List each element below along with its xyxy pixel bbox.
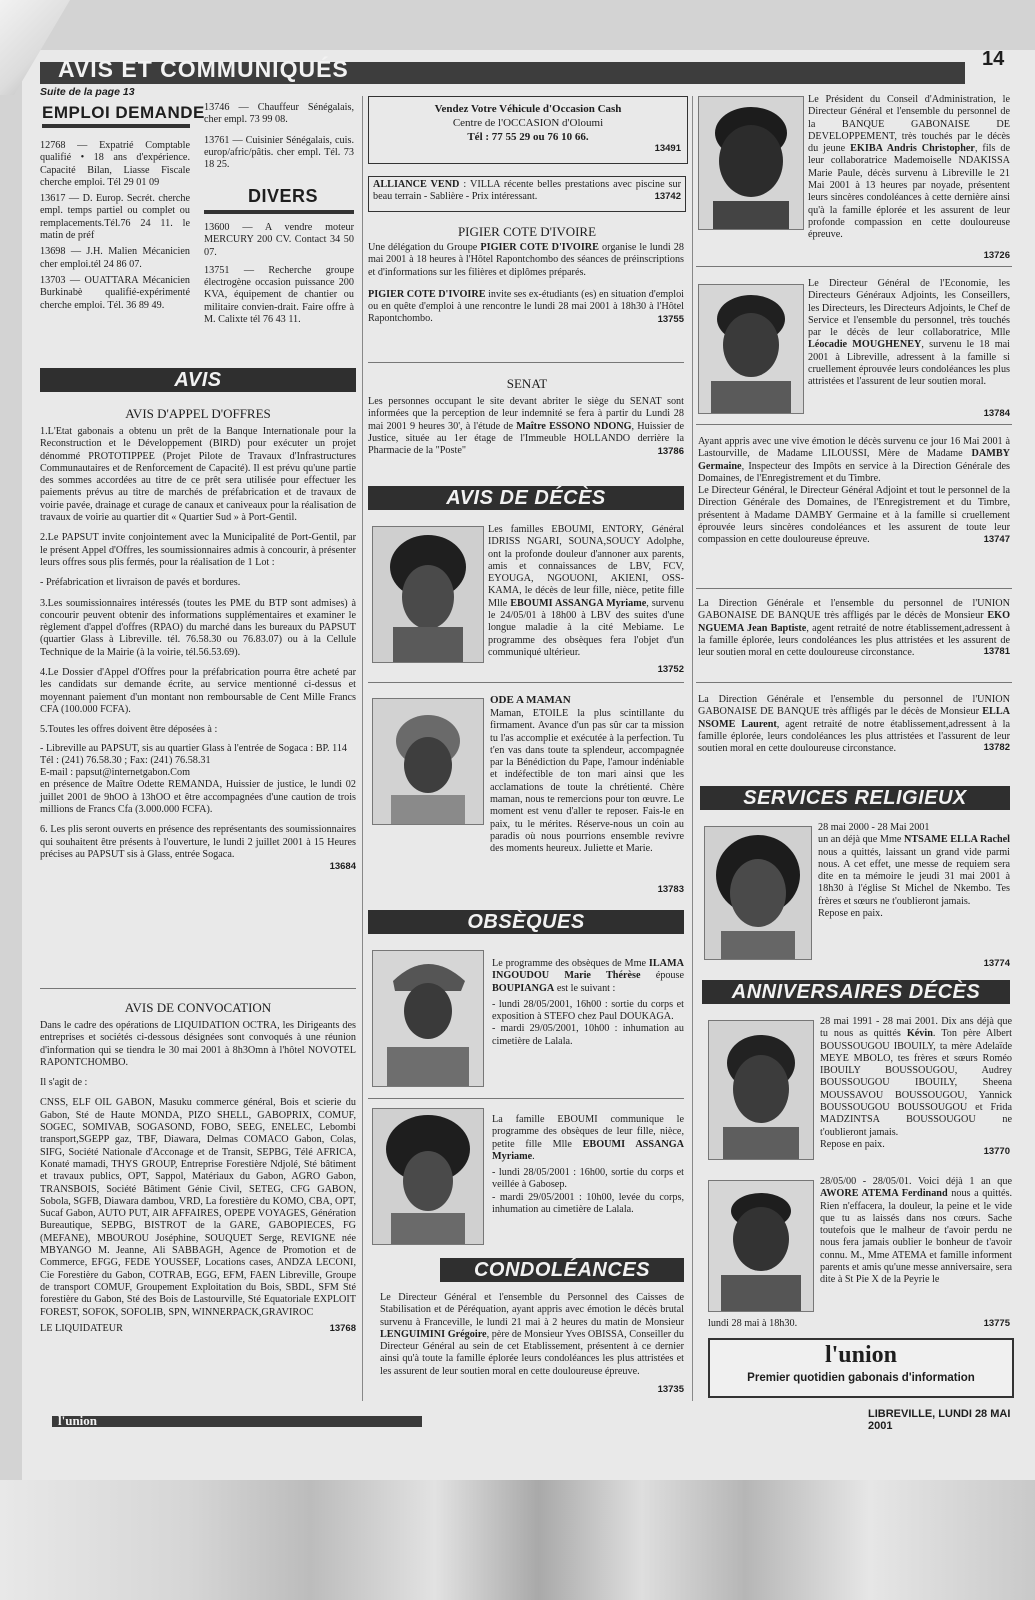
ad-reference: 13752 — [657, 664, 684, 675]
divider — [696, 266, 1012, 267]
appel-offres-title: AVIS D'APPEL D'OFFRES — [125, 406, 271, 421]
appel-offres-body — [40, 426, 356, 874]
anniversaires-band: ANNIVERSAIRES DÉCÈS — [702, 980, 1010, 1004]
text-run: , Inspecteur des Impôts en service à la Direction Générale des Domaines, de l'Enregistrement et du Timbre. — [698, 460, 1010, 484]
divider — [368, 682, 684, 683]
union-logo: l'union — [824, 1342, 898, 1368]
paragraph: Dans le cadre des opérations de LIQUIDATION OCTRA, les Dirigeants des entreprises et sociétés ci-dessous désignées sont convoqués à une réunion d'information qui se tiendra le 30 mai 2001 à 8h3Omn à l'hôtel NOVOTEL RAPONTCHOMBO. — [40, 1020, 356, 1068]
ad-reference: 13726 — [983, 250, 1010, 261]
classified-ad: 13600 — A vendre moteur MERCURY 200 CV. Contact 34 50 07. — [204, 222, 354, 258]
portrait-photo — [372, 526, 484, 663]
pigier-body — [368, 242, 684, 326]
text-run: Les personnes occupant le site devant abriter le siège du SENAT sont informées que la perception de leur indemnité se fera à partir du Lundi 28 mai 2001 9 heures 30', à l'étude de — [368, 396, 684, 432]
text-run: PIGIER COTE D'IVOIRE — [480, 242, 599, 253]
alliance-box — [368, 176, 686, 212]
program-item: - mardi 29/05/2001, 10h00 : inhumation au cimetière de Lalala. — [492, 1023, 684, 1047]
text-run: , Huissier de Justice, située au 1er étage de l'Immeuble HOLLANDO derrière la Pharmacie de la "Poste" — [368, 420, 684, 457]
obseques-2-body — [492, 1114, 684, 1216]
text-run: Une délégation du Groupe — [368, 242, 481, 253]
text-run: . Ton père Albert BOUSSOUGOU IBOUILY, ta mère Adelaïde MEYE MBOLO, tes frères et sœurs Roméo IBOUILY BOUSSOUGOU, Audrey BOUSSOUGOU IBOUILY, Sheena MOUSSAVOU BOUSSOUGOU, Yannick BOUSSOUGOU BOUSSOUGOU et Frida MADZINTSA BOUSSOUGOU ne t'oublieront jamais. — [820, 1028, 1012, 1138]
ode-title: ODE A MAMAN — [490, 694, 571, 706]
ad-reference: 13786 — [657, 446, 684, 458]
text-run: ILAMA INGOUDOU Marie Thérèse — [492, 958, 684, 982]
pigier-title: PIGIER COTE D'IVOIRE — [457, 224, 597, 239]
text-run: La famille EBOUMI communique le programme des obsèques de leur fille, nièce, petite fille Mlle — [492, 1114, 684, 1150]
text-run: DAMBY Germaine — [698, 448, 1010, 472]
company-list: CNSS, ELF OIL GABON, Masuku commerce général, Bois et scierie du Gabon, Sté de Haute MONDA, PIZO SHELL, GABOPRIX, COMUF, SOGEC, SOMIVAB, SOGASOND, FOBO, SEEG, ENELEC, Lebombi transport,SGEPP gaz, TBF, Diawara, Delmas COMACO Gabon, Colas, SIFG, Société Nationale d'Acconage et de Transit, SEPBG, Télé AFRICA, Konaté mamadi, THYS GROUP, Entreprise Forestière Ndjolé, Sté bâtiment et travaux publics, OPT, Sappol, Matériaux du Gabon, AGRO Gabon, TRANSBOIS, Société Bâtiment Génie Civil, SETEG, CFG GABON, Sobola, SGFB, Diawara dambou, VRD, La forestière du KOMO, CBA, OPT, Sucaf Gabon, AUTO PUT, AIR AFFAIRES, OPEPE VOYAGES, Génération Bureautique, SEPBG, BISTROT de la GARE, GABOPIECES, FG (MEFANE), MBOUROU Joséphine, SOUQUET Serge, REVIGNE née MBYANGO M. Jeanne, Ali SABBAGH, Agence de Promotion et de Commerce, EFGG, FEDE YOUSSEF, Locations cases, ANDZA LECONI, Cie Forestière du Gabon, COTRAB, EGG, EFM, FAEN Libreville, Groupe de transport COMUF, Groupement Exploitation du Bois, SBDL, SFM Sté forestière du Gabon, Sté des Bois de Lastourville, Sté Equatoriale EXPLOIT FOREST, SOFOK, SOFOLIB, SPN, WINNERPACK,GRAVIROC — [40, 1097, 356, 1318]
ad-line: Centre de l'OCCASION d'Oloumi — [452, 117, 604, 129]
senat-body — [368, 396, 684, 459]
title-underline — [42, 124, 190, 128]
ad-text: : VILLA récente belles prestations avec piscine sur beau terrain - Sablière - Prix intéressant. — [373, 179, 681, 203]
emploi-demande-title: EMPLOI DEMANDE — [42, 103, 205, 122]
damby-body — [698, 436, 1010, 546]
text-run: nous a quittés, laissant un grand vide parmi nous. A cet effet, une messe de requiem sera dite en ta mémoire le jeudi 31 mai 2001 à 18h30 à l'église St Michel de Nkembo. Tes frères et sœurs ne t'oublieront jamais. — [818, 846, 1010, 907]
portrait-photo — [704, 826, 812, 960]
text-run: Ayant appris avec une vive émotion le décès survenu ce jour 16 Mai 2001 à Lastourville, de Madame LILOUSSI, Mère de Madame — [698, 436, 1010, 460]
emploi-list-right — [204, 102, 354, 175]
text-run: organise le lundi 28 mai 2001 à 18 heures à l'Hôtel Rapontchombo des séances de préinscriptions et d'informations sur les filières et diplômes préparés. — [368, 242, 684, 278]
text-run: Maître ESSONO NDONG — [516, 420, 632, 432]
program-item: - lundi 28/05/2001, 16h00 : sortie du corps et exposition à STEFO chez Paul DOUKAGA. — [492, 998, 684, 1023]
portrait-image — [709, 1181, 813, 1311]
ad-reference: 13783 — [657, 884, 684, 895]
text-run: invite ses ex-étudiants (es) en situation d'emploi ou en quête d'emploi à une rencontre le lundi 28 mai 2001 à 18h30 à l'Hôtel Rapontchombo. — [368, 288, 685, 325]
text-run: La Direction Générale et l'ensemble du personnel de l'UNION GABONAISE DE BANQUE très affligés par le décès de Monsieur — [698, 598, 1010, 622]
kevin-body — [820, 1016, 1012, 1151]
program-item: - lundi 28/05/2001 : 16h00, sortie du corps et veillée à Gabosep. — [492, 1167, 684, 1191]
mougheney-body — [808, 278, 1010, 389]
text-run: ELLA NSOME Laurent — [698, 706, 1010, 730]
portrait-photo — [698, 284, 804, 414]
classified-ad: 13746 — Chauffeur Sénégalais, cher empl. 73 99 08. — [204, 102, 354, 126]
ad-phone: Tél : 77 55 29 ou 76 10 66. — [467, 131, 589, 143]
text-run: , survenu le 24/05/01 à 18h00 à LBV des suites d'une longue maladie à la cité Mebiame. Le programme des obsèques fera l'objet d'un communiqué ultérieur. — [488, 597, 684, 658]
background-surface — [0, 1480, 1035, 1600]
ad-reference: 13755 — [657, 313, 684, 325]
portrait-image — [373, 699, 483, 824]
text-run: , père de Monsieur Yves OBISSA, Conseiller du Directeur Général au sein de cet Etablissement, présentent à ce dernier ainsi qu'à toute la famille éplorée leurs condoléances les plus attristées et les assurent de leur soutien moral en cette douloureuse épreuve. — [380, 1328, 684, 1377]
ad-reference: 13784 — [983, 408, 1010, 419]
column-divider — [692, 96, 693, 1401]
text-run: Le Directeur Général et l'ensemble du Personnel des Caisses de Stabilisation et de Péréquation, ayant appris avec émotion le décès brutal survenu à Franceville, le lundi 21 mai à 2 heures du matin de Monsieur — [380, 1292, 684, 1328]
text-run: . — [532, 1150, 535, 1162]
text-run: Le Directeur Général de l'Economie, les Directeurs Généraux Adjoints, les Conseillers, les Directeurs, les Directeurs Adjoints, le Chef de Service et l'ensemble du personnel, très touchés par le décès de leur collaboratrice, Mlle — [808, 278, 1010, 339]
portrait-photo — [372, 698, 484, 825]
signature-line: LE LIQUIDATEUR — [40, 1322, 123, 1334]
title-underline — [204, 210, 354, 214]
text-run: , agent retraité de notre établissement,adressent à la famille éplorée, leurs condoléances les plus attristées et l'assurent de leur soutien moral en cette douloureuse circonstance. — [698, 718, 1010, 755]
divider — [368, 1098, 684, 1099]
text-run: Le Président du Conseil d'Administration, le Directeur Général et l'ensemble du personnel de la BANQUE GABONAISE DE DEVELOPPEMENT, très touchés par le décès du jeune — [808, 94, 1010, 155]
divider — [368, 362, 684, 363]
text-run: Les familles EBOUMI, ENTORY, Général IDRISS NGARI, SOUNA,SOUCY Adolphe, ont la profonde douleur d'annoner aux parents, amis et connaissances de LBV, FCV, EYOUGA, NGOUONI, AKIENI, OSS-KAMA, le décès de leur fille, nièce, petite fille Mlle — [488, 524, 684, 609]
ella-body — [698, 694, 1010, 755]
ode-body-top — [490, 708, 684, 855]
services-religieux-band: SERVICES RELIGIEUX — [700, 786, 1010, 810]
ad-reference: 13747 — [983, 533, 1010, 545]
text-run: EBOUMI ASSANGA Myriame — [492, 1138, 684, 1162]
classified-ad: 13751 — Recherche groupe électrogène occasion puissance 200 KVA, équipement de chantier ou militaire convien-drait. Faire offre à M. Calixte tél 76 43 11. — [204, 264, 354, 326]
ad-reference: 13684 — [329, 861, 356, 873]
classified-ad: 13698 — J.H. Malien Mécanicien cher emploi.tél 24 86 07. — [40, 246, 190, 270]
text-run: AWORE ATEMA Ferdinand — [820, 1188, 948, 1200]
awore-caption: lundi 28 mai à 18h30. — [708, 1318, 798, 1329]
portrait-image — [709, 1021, 813, 1159]
text-run: PIGIER COTE D'IVOIRE — [368, 288, 486, 300]
text-run: EBOUMI ASSANGA Myriame — [510, 597, 647, 609]
paragraph: 5.Toutes les offres doivent être déposées à : — [40, 724, 218, 736]
text-run: BOUPIANGA — [492, 982, 555, 994]
obseques-band: OBSÈQUES — [368, 910, 684, 934]
condoleances-band: CONDOLÉANCES — [440, 1258, 684, 1282]
ntsame-body — [818, 822, 1010, 920]
paragraph: - Libreville au PAPSUT, sis au quartier Glass à l'entrée de Sogaca : BP. 114 — [40, 742, 348, 754]
paragraph: en présence de Maître Odette REMANDA, Huissier de justice, le lundi 02 juillet 2001 de 9hOO à 13hOO et être accompagnées d'une caution de trois millions de Francs Cfa (3.000.000 FCFA). — [40, 779, 356, 816]
text-run: EKO NGUEMA Jean Baptiste — [698, 610, 1010, 634]
closing-line: Repose en paix. — [820, 1138, 885, 1150]
paragraph: 2.Le PAPSUT invite conjointement avec la Municipalité de Port-Gentil, par le présent Appel d'Offres, les soumissionnaires admis à concourir, à présenter leurs offres sous plis fermés, pour la réalisation de 1 Lot : — [40, 532, 356, 568]
condoleances-body — [380, 1292, 684, 1378]
portrait-photo — [708, 1180, 814, 1312]
union-tagline: Premier quotidien gabonais d'information — [747, 1372, 975, 1384]
program-item: - mardi 29/05/2001 : 10h00, levée du corps, inhumation au cimetière de Lalala. — [492, 1191, 684, 1216]
ekiba-body — [808, 94, 1010, 242]
text-run: un an déjà que Mme — [818, 834, 905, 846]
text-run: , agent retraité de notre établissement,adressent à la famille éplorée, leurs condoléances les plus attristées et les assurent de leur soutien moral en cette douloureuse circonstance. — [698, 622, 1011, 659]
footer-logo: l'union — [58, 1413, 98, 1428]
text-run: , survenu le 18 mai 2001 à Libreville, adressent à la famille si cruellement éprouvée leurs condoléances les plus attristées et l'assurent de leur soutien moral. — [808, 339, 1011, 388]
text-run: Kévin — [906, 1028, 933, 1040]
portrait-image — [699, 285, 803, 413]
section-title: AVIS ET COMMUNIQUÉS — [58, 56, 349, 82]
eko-body — [698, 598, 1010, 659]
divider — [696, 588, 1012, 589]
portrait-photo — [698, 96, 804, 230]
paragraph: Le Directeur Général, le Directeur Général Adjoint et tout le personnel de la Direction Générale des Domaines, de l'Enregistrement et du Timbre, présentent à Madame DAMBY Germaine et à la famille si cruellement éprouvée leurs sincères condoléances et les assurent de toute leur compassion en cette douloureuse épreuve. — [698, 485, 1010, 546]
union-masthead-box — [708, 1338, 1014, 1398]
avis-band: AVIS — [40, 368, 356, 392]
page-number: 14 — [982, 48, 1005, 70]
classified-ad: 13703 — OUATTARA Mécanicien Burkinabè qualifié-expérimenté cherche emploi. Tél. 36 89 49. — [40, 274, 190, 311]
paragraph: - Préfabrication et livraison de pavés et bordures. — [40, 577, 241, 589]
divider — [696, 682, 1012, 683]
text-run: est le suivant : — [554, 982, 616, 994]
portrait-photo — [708, 1020, 814, 1160]
classified-ad: 13761 — Cuisinier Sénégalais, cuis. europ/afric/pâtis. cher empl. Tél. 73 18 25. — [204, 134, 354, 171]
classified-ad: 12768 — Expatrié Comptable qualifié • 18 ans d'expérience. Capacité Bilan, Liasse Fiscale cherche emploi. Tél 29 01 09 — [40, 140, 190, 188]
senat-title: SENAT — [506, 376, 548, 391]
divider — [40, 988, 356, 989]
ad-headline: ALLIANCE VEND — [373, 179, 460, 190]
text-run: Léocadie MOUGHENEY — [808, 339, 922, 351]
text-run: épouse — [640, 970, 684, 982]
ad-reference: 13782 — [983, 742, 1010, 754]
divider — [696, 424, 1012, 425]
divers-title: DIVERS — [248, 186, 319, 206]
convocation-title: AVIS DE CONVOCATION — [124, 1000, 272, 1015]
footer-bar — [52, 1416, 422, 1427]
paragraph: E-mail : papsut@internetgabon.Com — [40, 767, 190, 779]
paragraph: 3.Les soumissionnaires intéressés (toutes les PME du BTP sont admises) à concourir peuvent obtenir des informations supplémentaires et examiner le règlement d'appel d'offres (RPAO) du marché dans les bureaux du PAPSUT (quartier Glass à Libreville. tél. 76.58.30 ou 76.83.07) ou à la Cellule Technique de la Mairie (à la voirie, tél.56.53.69). — [40, 597, 356, 658]
text-run: 28/05/00 - 28/05/01. Voici déjà 1 an que — [820, 1176, 1012, 1187]
emploi-list — [40, 140, 190, 316]
portrait-image — [373, 527, 483, 662]
text-run: nous a quittés. Rien n'effacera, la douleur, la peine et le vide que tu as laissés dans nos cœurs. Sache toutefois que le malheur de t'avoir perdu ne nous fera jamais oublier le bonheur de t'avoir connu. M., Mme ATEMA et famille informent parents et amis qu'une messe anniversaire, sera dite à St Pie X de la Peyrie le — [820, 1188, 1012, 1286]
date-range: 28 mai 2000 - 28 Mai 2001 — [818, 822, 930, 833]
text-run: NTSAME ELLA Rachel — [904, 834, 1011, 846]
text-run: 28 mai 1991 - 28 mai 2001. Dix ans déjà que tu nous as quittés — [820, 1016, 1012, 1040]
portrait-photo — [372, 1108, 484, 1245]
portrait-image — [699, 97, 803, 229]
obseques-1-body — [492, 958, 684, 1048]
continued-note: Suite de la page 13 — [40, 86, 135, 98]
footer-date: LIBREVILLE, LUNDI 28 MAI 2001 — [868, 1408, 1011, 1432]
paragraph: Tél : (241) 76.58.30 ; Fax: (241) 76.58.31 — [40, 754, 211, 766]
avis-deces-band: AVIS DE DÉCÈS — [368, 486, 684, 510]
paragraph: Il s'agit de : — [40, 1077, 88, 1089]
ad-reference: 13491 — [654, 143, 681, 154]
convocation-body — [40, 1020, 356, 1337]
portrait-image — [705, 827, 811, 959]
text-run: , fils de leur collaboratrice Mademoiselle NDAKISSA Marie Paule, décès survenu à Libreville le 21 Mai 2001 à 13 heures par noyade, présentent leurs sincères condoléances à cette dernière ainsi qu'à la famille éplorée et les assurent de leur profonde compassion en cette douloureuse épreuve. — [808, 143, 1010, 241]
ad-headline: Vendez Votre Véhicule d'Occasion Cash — [434, 103, 622, 115]
portrait-photo — [372, 950, 484, 1087]
paragraph: 6. Les plis seront ouverts en présence des représentants des soumissionnaires qui souhaitent être présents à l'ouverture, le lundi 2 juillet 2001 à 15 Heures précises au PAPSUT sis à Glass, entrée Sogaca. — [40, 824, 356, 860]
text-run: La Direction Générale et l'ensemble du personnel de l'UNION GABONAISE DE BANQUE très affligés par le décès de Monsieur — [698, 694, 1010, 718]
ad-reference: 13768 — [329, 1322, 356, 1334]
ad-reference: 13774 — [983, 958, 1010, 969]
column-divider — [362, 96, 363, 1401]
portrait-image — [373, 1109, 483, 1244]
divers-list — [204, 222, 354, 330]
paragraph: 1.L'Etat gabonais a obtenu un prêt de la Banque Internationale pour la Reconstruction et le Développement (BIRD) pour exécuter un projet dénommé PROTOTIPPEE (Projet Pilote de Travaux d'Infrastructures Communautaires et de Renforcement de Capacité). Il est prévu qu'une partie des sommes accordées au titre de ce prêt sera utilisée pour effectuer les paiements prévus au titre de marchés de préfabrication et de travaux de voirie pavée, drainage et curage de canaux et caniveaux pour la réalisation de travaux de voirie au quartier dit « Quartier Sud » à Port-Gentil. — [40, 426, 356, 524]
text-run: LENGUIMINI Grégoire — [380, 1328, 487, 1340]
portrait-image — [373, 951, 483, 1086]
ad-reference: 13770 — [983, 1146, 1010, 1157]
paragraph: 4.Le Dossier d'Appel d'Offres pour la préfabrication pourra être acheté par les candidats sur demande écrite, au service mentionné ci-dessus et moyennant paiement d'un montant non remboursable de Cent Mille Francs CFA (100.000 FCFA). — [40, 667, 356, 715]
poem-text: Maman, ETOILE la plus scintillante du firmament. Avance d'un pas sûr car ta mission tu l'as accomplie et exécutée à la perfection. Tu t'en vas dans toute ta splendeur, accompagnée par la Bénédiction du Pape, l'amour indéniable et indéfectible de ton mari ainsi que les acclamations de toute la chrétienté. Chère maman, nous te remercions pour ton œuvre. Le moment est venu d'aller te reposer. Fais-le en paix, tu le mérites. Réserve-nous un coin au paradis où nous pourrions ensemble revivre des moments heureux. Juliette et Marie. — [490, 708, 684, 855]
ad-reference: 13742 — [654, 191, 681, 203]
ad-reference: 13775 — [983, 1318, 1010, 1329]
awore-body — [820, 1176, 1012, 1287]
text-run: Le programme des obsèques de Mme — [492, 958, 649, 969]
ad-reference: 13781 — [983, 646, 1010, 658]
text-run: EKIBA Andris Christopher — [850, 143, 975, 155]
closing-line: Repose en paix. — [818, 908, 883, 920]
ad-reference: 13735 — [657, 1384, 684, 1395]
vendez-box — [368, 96, 688, 164]
classified-ad: 13617 — D. Europ. Secrét. cherche empl. temps partiel ou complet ou remplacements.Tél.76 24 11. le matin de préf — [40, 193, 190, 242]
ode-body-bottom — [372, 828, 684, 890]
deces-body — [488, 524, 684, 659]
